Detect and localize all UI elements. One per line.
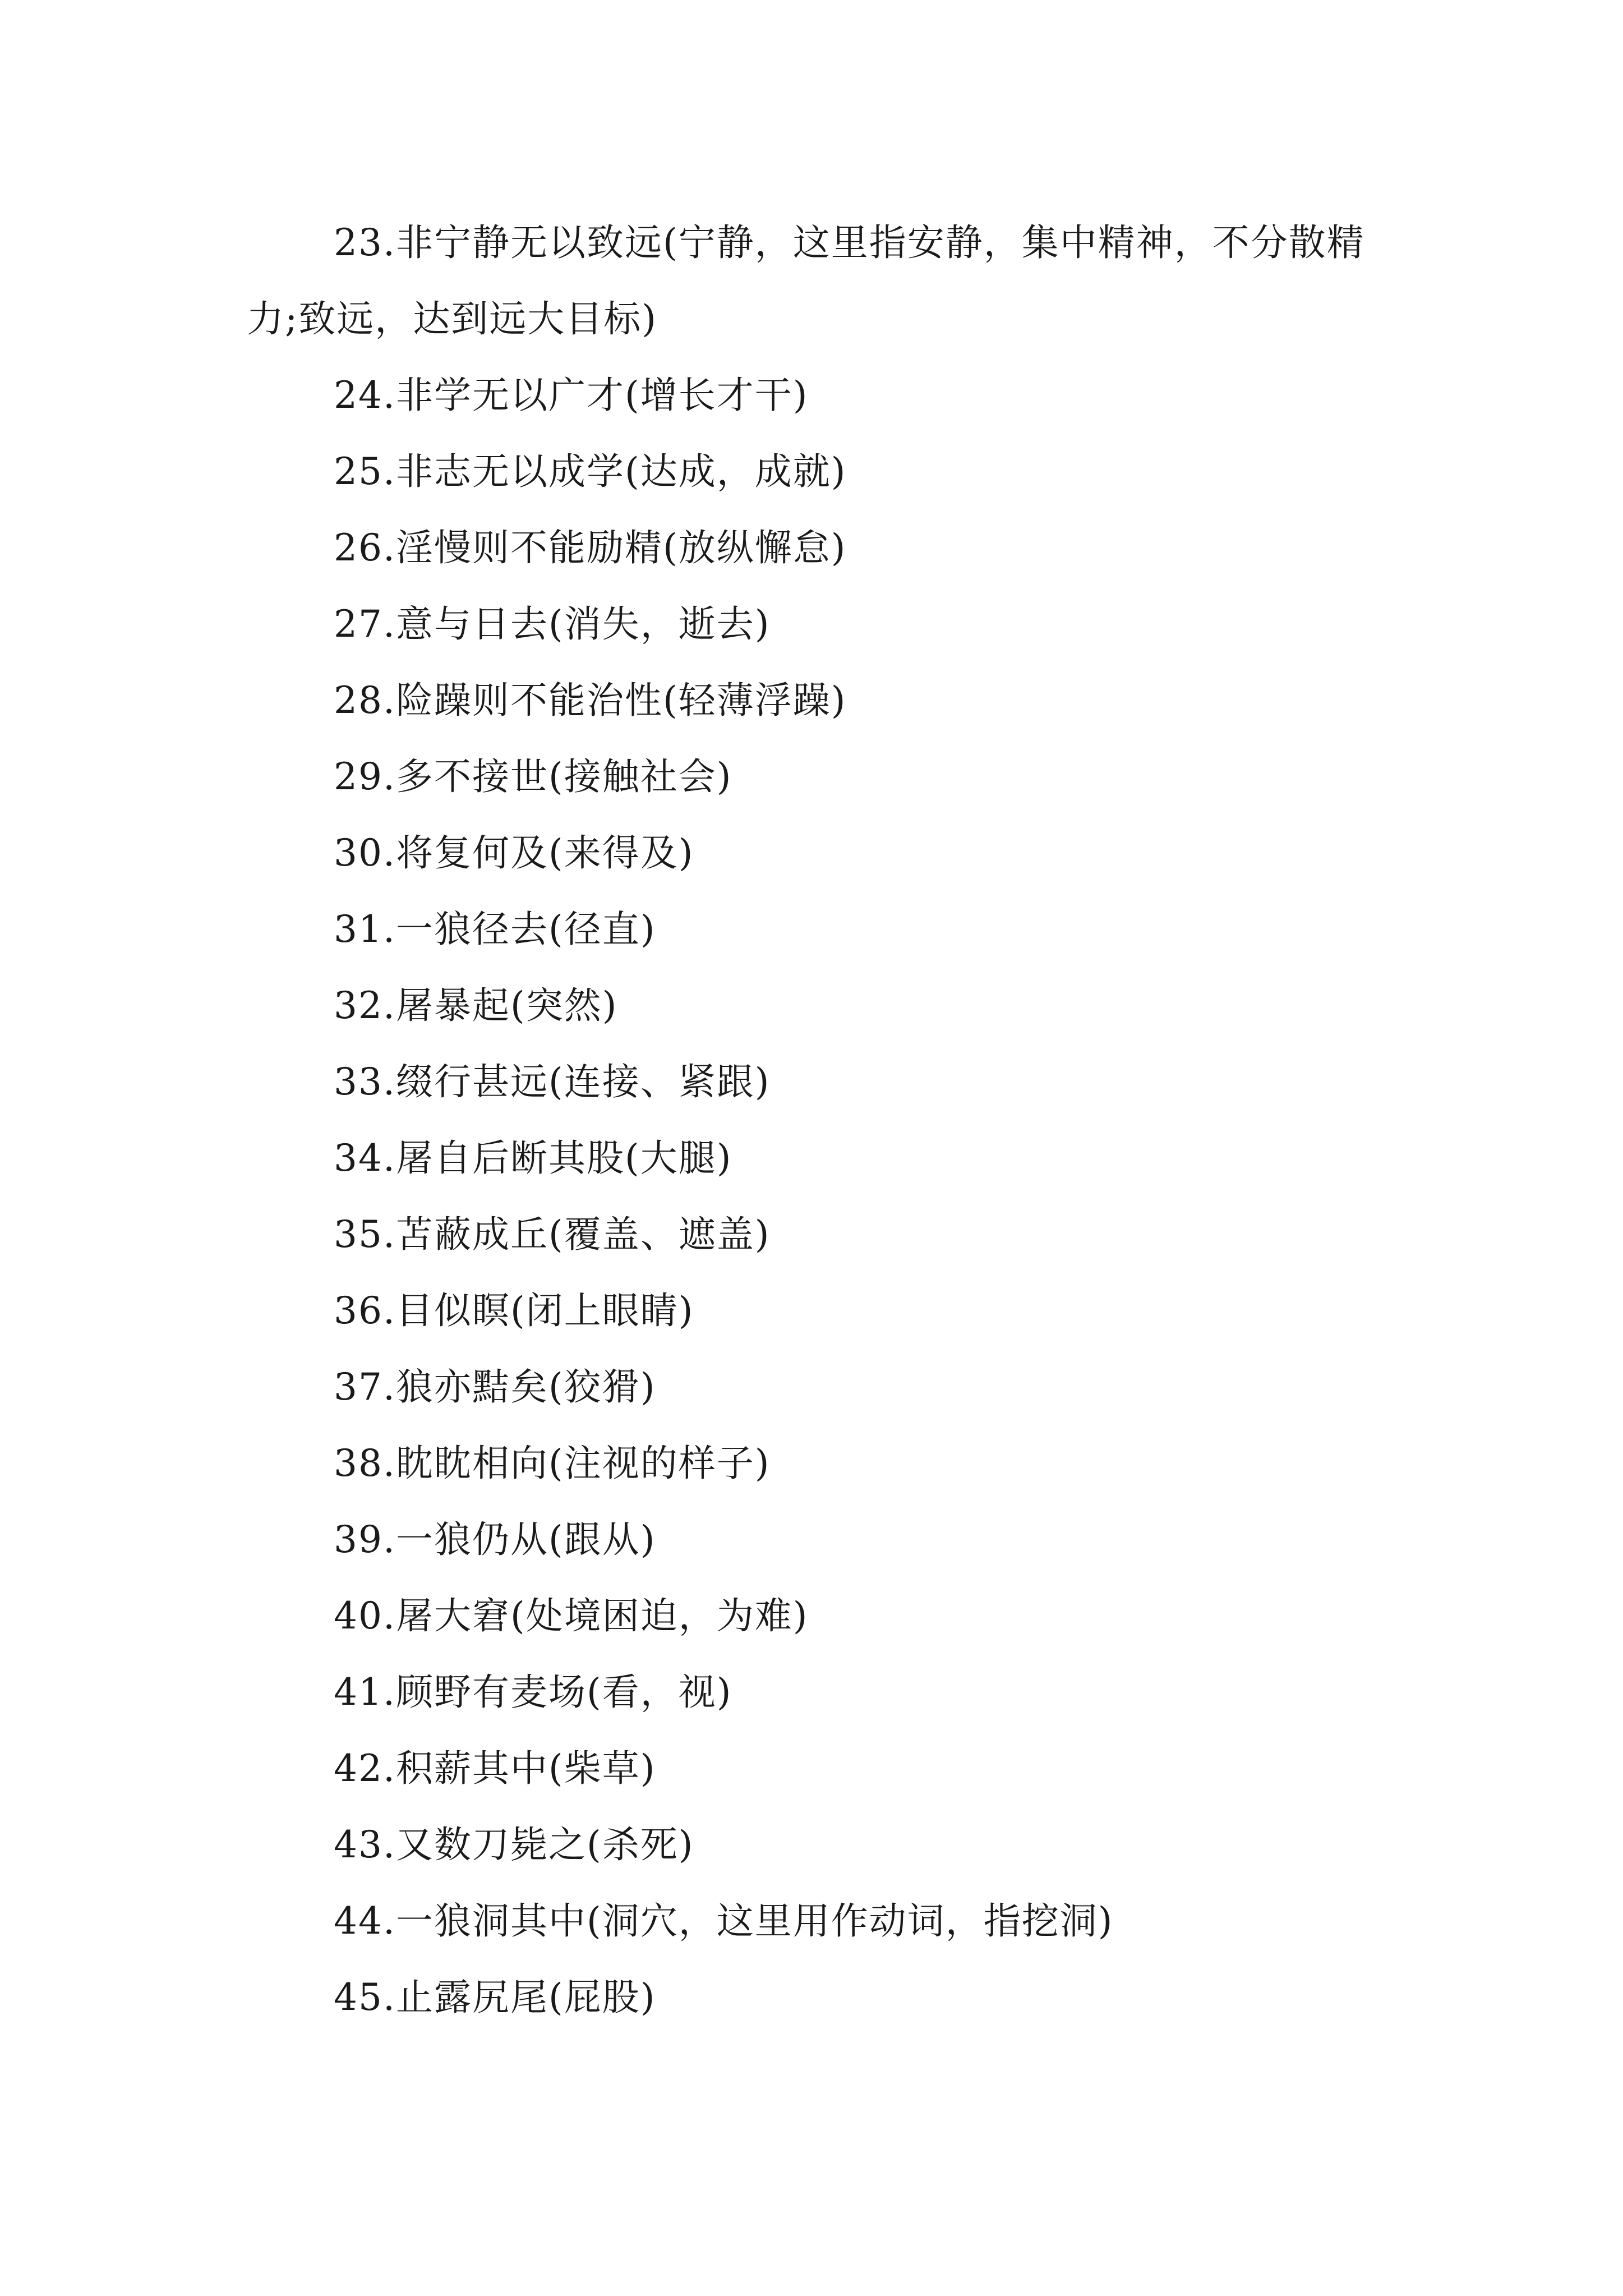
list-item: 24.非学无以广才(增长才干)	[334, 374, 809, 417]
list-item: 34.屠自后断其股(大腿)	[334, 1137, 732, 1180]
list-item: 30.将复何及(来得及)	[334, 831, 694, 875]
list-item: 29.多不接世(接触社会)	[334, 755, 732, 798]
list-item: 32.屠暴起(突然)	[334, 984, 618, 1027]
list-item: 44.一狼洞其中(洞穴，这里用作动词，指挖洞)	[334, 1899, 1114, 1943]
list-item: 27.意与日去(消失，逝去)	[334, 602, 771, 646]
list-item: 41.顾野有麦场(看，视)	[334, 1671, 732, 1714]
list-item: 33.缀行甚远(连接、紧跟)	[334, 1060, 771, 1103]
list-item: 31.一狼径去(径直)	[334, 908, 656, 951]
list-item: 43.又数刀毙之(杀死)	[334, 1823, 694, 1866]
list-item: 36.目似瞑(闭上眼睛)	[334, 1289, 694, 1332]
list-item: 38.眈眈相向(注视的样子)	[334, 1442, 771, 1485]
list-item: 23.非宁静无以致远(宁静，这里指安静，集中精神，不分散精力;致远，达到远大目标)	[247, 221, 1365, 341]
list-item: 40.屠大窘(处境困迫，为难)	[334, 1594, 809, 1637]
list-item: 39.一狼仍从(跟从)	[334, 1518, 656, 1561]
list-item: 42.积薪其中(柴草)	[334, 1747, 656, 1790]
list-item: 28.险躁则不能治性(轻薄浮躁)	[334, 679, 847, 722]
list-item: 35.苫蔽成丘(覆盖、遮盖)	[334, 1213, 771, 1256]
list-item: 26.淫慢则不能励精(放纵懈怠)	[334, 526, 847, 569]
vocabulary-list	[247, 205, 1391, 2036]
list-item: 45.止露尻尾(屁股)	[334, 1976, 656, 2019]
list-item: 37.狼亦黠矣(狡猾)	[334, 1365, 656, 1409]
list-item: 25.非志无以成学(达成，成就)	[334, 450, 847, 493]
